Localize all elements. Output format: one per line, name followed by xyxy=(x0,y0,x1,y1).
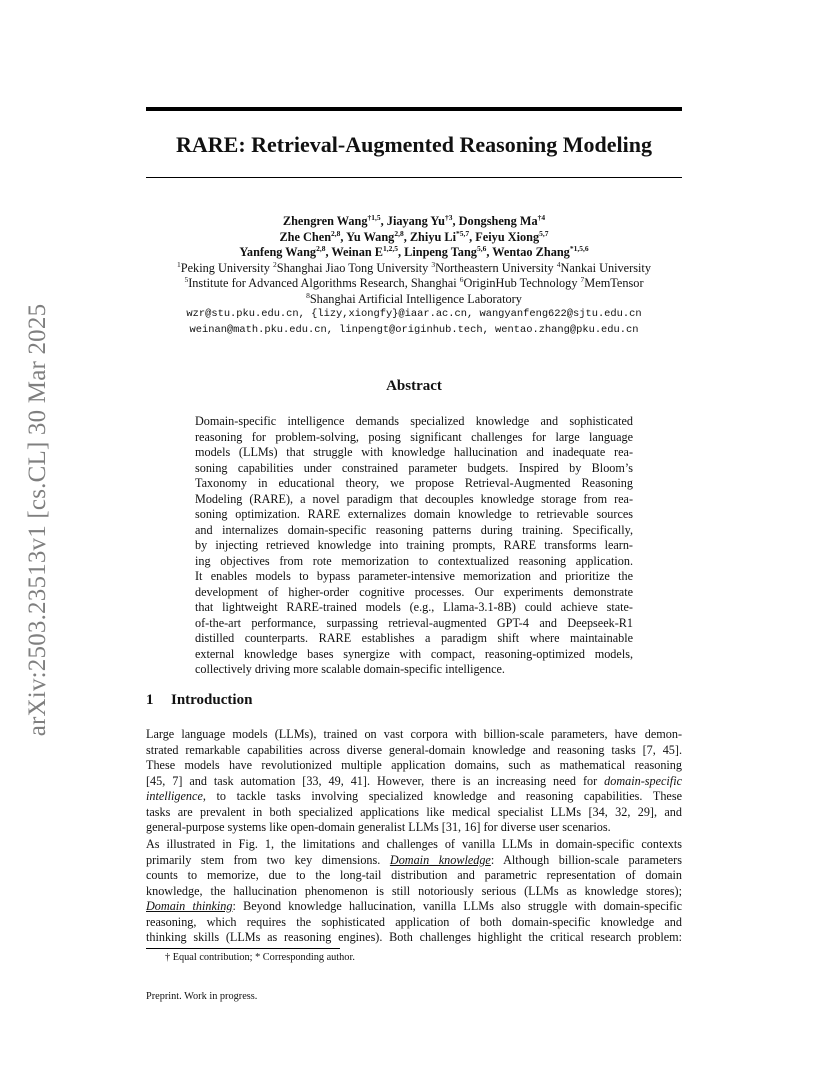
affiliation-name: Shanghai Jiao Tong University xyxy=(276,260,429,275)
author-name: Yanfeng Wang xyxy=(239,245,317,259)
abstract-heading: Abstract xyxy=(386,378,442,394)
paragraph-line: counts to memorize, due to the long-tail distribution and parametric representation of domain xyxy=(146,868,682,882)
paragraph-line: These models have revolutionized multiple application domains, such as mathematical reasoning xyxy=(146,758,682,772)
author-name: Feiyu Xiong xyxy=(475,229,540,244)
author-affiliation-mark: *5,7 xyxy=(456,228,470,238)
affiliation-mark: 4 xyxy=(556,259,561,269)
author-line-2: Zhe Chen$^{2,8}$, Yu Wang$^{2,8}$, Zhiyu Li$^{*5,7}$, Feiyu Xiong$^{5,7}$ xyxy=(279,228,549,244)
abstract-line: distilled counterparts. RARE establishes a paradigm shift where maintainable xyxy=(195,631,633,645)
affiliation-mark: 3 xyxy=(431,259,436,269)
author-affiliation-mark: †1,5 xyxy=(367,212,381,222)
abstract-line: of-the-art performance, surpassing retrieval-augmented GPT-4 and Deepseek-R1 xyxy=(195,615,633,630)
line-text: : Beyond knowledge hallucination, vanilla LLMs also struggle with domain-specific xyxy=(232,899,683,913)
domain-knowledge-term: Domain knowledge xyxy=(389,852,491,867)
affiliation-name: MemTensor xyxy=(584,276,644,290)
abstract-line: that lightweight RARE-trained models (e.g., Llama-3.1-8B) could achieve state- xyxy=(195,600,633,614)
author-affiliation-mark: 2,8 xyxy=(331,228,341,238)
author-name: Dongsheng Ma xyxy=(458,214,538,228)
author-line-3: Yanfeng Wang$^{2,8}$, Weinan E$^{1,2,5}$, Linpeng Tang$^{5,6}$, Wentao Zhang$^{*1,5,6}$ xyxy=(239,243,589,259)
author-name: Weinan E xyxy=(331,245,383,259)
affiliation-name: Peking University xyxy=(180,260,270,275)
emphasis-text: intelligence xyxy=(146,789,203,803)
author-affiliation-mark: 1,2,5 xyxy=(382,243,398,253)
affiliation-name: OriginHub Technology xyxy=(463,276,578,290)
affiliation-mark: 8 xyxy=(306,290,310,300)
abstract-line: models (LLMs) that struggle with knowledge hallucination and inadequate rea- xyxy=(195,445,633,459)
affiliation-mark: 5 xyxy=(184,274,189,284)
author-name: Zhiyu Li xyxy=(409,229,456,244)
abstract-line: Domain-specific intelligence demands specialized knowledge and sophisticated xyxy=(195,414,633,428)
footnote-rule xyxy=(146,948,340,949)
line-text: : Although billion-scale parameters xyxy=(490,852,682,867)
affiliation-name: Northeastern University xyxy=(435,260,554,275)
author-name: Yu Wang xyxy=(346,229,395,244)
paragraph-line xyxy=(146,853,682,869)
abstract-line: reasoning for problem-solving, posing significant challenges for large language xyxy=(195,429,633,444)
abstract-line: external knowledge bases synergize with compact, reasoning-optimized models, xyxy=(195,646,633,661)
paragraph-line xyxy=(146,899,682,915)
affiliation-name: Nankai University xyxy=(560,260,651,275)
author-affiliation-mark: *1,5,6 xyxy=(569,243,589,253)
author-affiliation-mark: †3 xyxy=(445,212,453,222)
affiliation-line-3 xyxy=(146,292,682,308)
author-name: Linpeng Tang xyxy=(404,245,477,259)
abstract-line: and internalizes domain-specific reasoning patterns during training. Specifically, xyxy=(195,522,633,537)
author-affiliation-mark: 2,8 xyxy=(394,228,404,238)
author-name: Wentao Zhang xyxy=(492,245,570,259)
author-name: Zhe Chen xyxy=(279,229,332,244)
author-line-1: Zhengren Wang$^{\dagger 1,5}$, Jiayang Yu$^{\dagger 3}$, Dongsheng Ma$^{\dagger 4}$ xyxy=(282,212,546,228)
affiliation-line-1 xyxy=(146,261,682,277)
paragraph-line: strated remarkable capabilities across diverse general-domain knowledge and reasoning tasks [7, 45]. xyxy=(146,742,682,757)
paragraph-line: knowledge, the hallucination phenomenon is still notoriously serious (LLMs as knowledge stores); xyxy=(146,883,682,898)
abstract-line: It enables models to bypass parameter-intensive memorization and prioritize the xyxy=(195,569,633,583)
preprint-note: Preprint. Work in progress. xyxy=(146,991,258,1002)
arxiv-side-identifier: arXiv:2503.23513v1 [cs.CL] 30 Mar 2025 xyxy=(24,303,51,737)
paragraph-line xyxy=(146,789,682,805)
abstract-body xyxy=(195,414,633,678)
email-line-2[interactable]: weinan@math.pku.edu.cn, linpengt@originhub.tech, wentao.zhang@pku.edu.cn xyxy=(189,323,639,336)
affiliation-name: Shanghai Artificial Intelligence Laboratory xyxy=(309,291,522,306)
author-name: Jiayang Yu xyxy=(386,214,446,228)
line-text: [45, 7] and task automation [33, 49, 41]. However, there is an increasing need for xyxy=(146,773,605,788)
affiliation-mark: 2 xyxy=(272,259,277,269)
abstract-line: Modeling (RARE), a novel paradigm that decouples knowledge storage from rea- xyxy=(195,491,633,506)
abstract-line: soning optimization. RARE externalizes domain knowledge to retrievable sources xyxy=(195,507,633,521)
line-text: primarily stem from two key dimensions. xyxy=(146,852,390,867)
section-title: Introduction xyxy=(171,692,253,708)
abstract-line: Taxonomy in educational theory, we propose Retrieval-Augmented Reasoning xyxy=(195,476,633,490)
email-line-1[interactable]: wzr@stu.pku.edu.cn, {lizy,xiongfy}@iaar.ac.cn, wangyanfeng622@sjtu.edu.cn xyxy=(186,308,642,320)
author-name: Zhengren Wang xyxy=(282,214,368,228)
emphasis-text: domain-specific xyxy=(604,773,682,788)
affiliation-mark: 6 xyxy=(459,274,464,284)
affiliation-mark: 1 xyxy=(177,259,181,269)
intro-paragraph-2 xyxy=(146,837,682,946)
paragraph-line: Large language models (LLMs), trained on vast corpora with billion-scale parameters, have demon- xyxy=(146,727,682,741)
domain-thinking-term: Domain thinking xyxy=(146,899,233,913)
title-bottom-rule xyxy=(146,177,682,178)
paragraph-line: general-purpose systems like open-domain generalist LLMs [31, 16] for diverse user scenarios. xyxy=(146,820,611,834)
author-affiliation-mark: 5,6 xyxy=(476,243,487,253)
affiliation-line-2 xyxy=(146,276,682,292)
author-affiliation-mark: †4 xyxy=(537,212,546,222)
affiliation-mark: 7 xyxy=(580,274,585,284)
author-affiliation-mark: 2,8 xyxy=(316,243,326,253)
author-block xyxy=(146,214,682,338)
paragraph-line: tasks are prevalent in both specialized applications like medical specialist LLMs [34, 32, 29], and xyxy=(146,804,682,819)
abstract-line: by injecting retrieved knowledge into training prompts, RARE transforms learn- xyxy=(195,538,633,552)
paragraph-line xyxy=(146,774,682,790)
section-number: 1 xyxy=(146,692,154,708)
affiliation-name: Institute for Advanced Algorithms Research, Shanghai xyxy=(188,276,457,290)
paragraph-line: reasoning, which requires the sophisticated application of both domain-specific knowledge and xyxy=(146,914,682,929)
author-affiliation-mark: 5,7 xyxy=(539,228,549,238)
paragraph-line: thinking skills (LLMs as reasoning engines). Both challenges highlight the critical research problem: xyxy=(146,930,682,944)
section-heading-introduction xyxy=(146,692,252,709)
abstract-line: collectively driving more scalable domain-specific intelligence. xyxy=(195,662,505,676)
line-text: , to tackle tasks involving specialized knowledge and reasoning capabilities. These xyxy=(202,789,682,803)
paper-title: RARE: Retrieval-Augmented Reasoning Modeling xyxy=(175,132,653,157)
abstract-line: ing objectives from rote memorization to contextualized reasoning application. xyxy=(195,553,633,568)
abstract-line: soning capabilities under constrained parameter budgets. Inspired by Bloom’s xyxy=(195,460,633,475)
intro-paragraph-1 xyxy=(146,727,682,836)
title-top-rule xyxy=(146,107,682,111)
paragraph-line: As illustrated in Fig. 1, the limitations and challenges of vanilla LLMs in domain-specific contexts xyxy=(146,837,682,851)
footnote: † Equal contribution; * Corresponding author. xyxy=(165,952,355,963)
abstract-line: development of higher-order cognitive processes. Our experiments demonstrate xyxy=(195,584,633,599)
